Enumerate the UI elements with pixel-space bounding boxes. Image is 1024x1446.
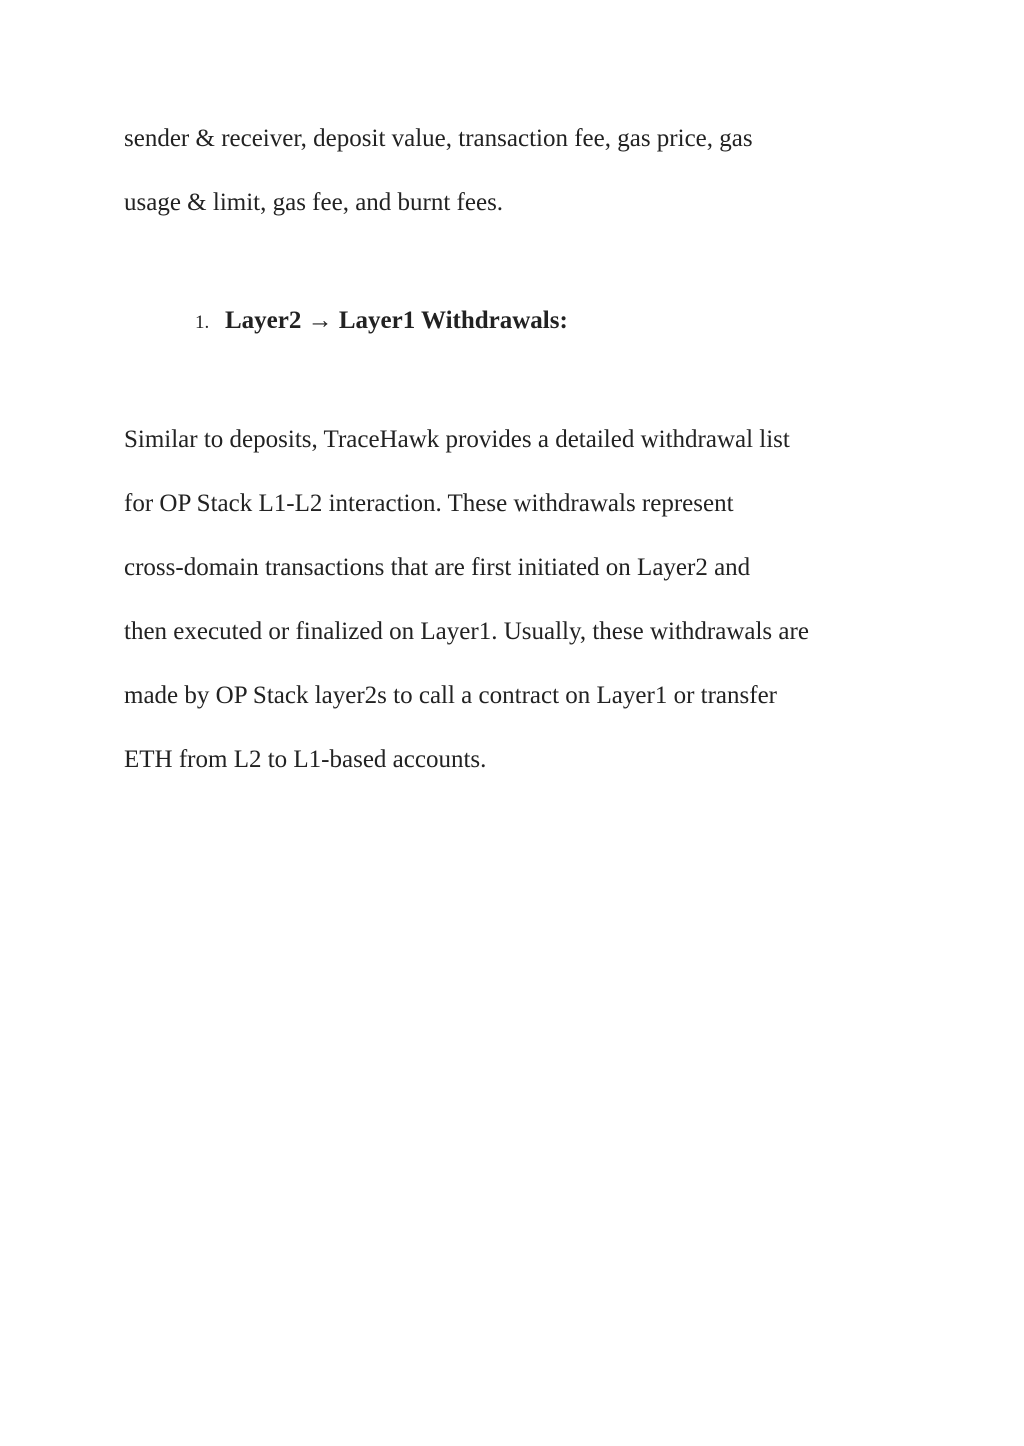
intro-line-2: usage & limit, gas fee, and burnt fees. (124, 189, 504, 216)
body-line-4: then executed or finalized on Layer1. Usually, these withdrawals are (124, 618, 809, 645)
body-line-5: made by OP Stack layer2s to call a contract on Layer1 or transfer (124, 682, 777, 709)
body-line-2: for OP Stack L1-L2 interaction. These withdrawals represent (124, 490, 734, 517)
body-line-3: cross-domain transactions that are first initiated on Layer2 and (124, 554, 751, 581)
list-number: 1. (195, 312, 210, 333)
intro-line-1: sender & receiver, deposit value, transaction fee, gas price, gas (124, 125, 753, 152)
body-line-6: ETH from L2 to L1-based accounts. (124, 746, 487, 773)
section-heading (195, 306, 568, 338)
body-line-1: Similar to deposits, TraceHawk provides a detailed withdrawal list (124, 426, 790, 453)
section-title: Layer2 → Layer1 Withdrawals: (225, 307, 568, 334)
